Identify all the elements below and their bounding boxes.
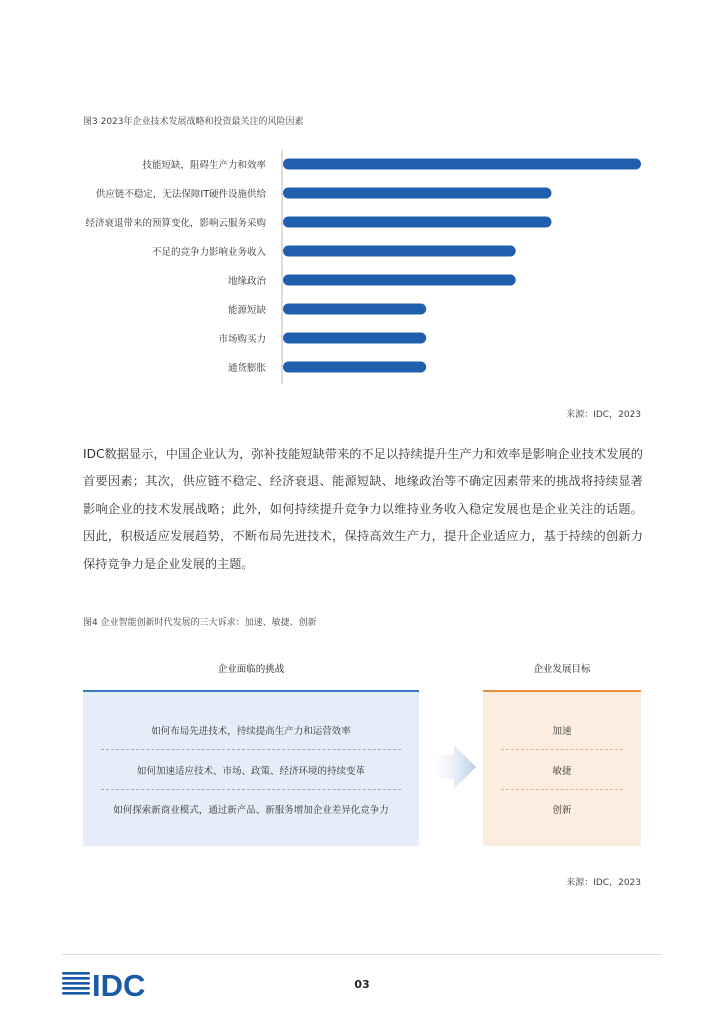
category-label: 市场购买力	[218, 334, 266, 345]
category-label: 经济衰退带来的预算变化，影响云服务采购	[85, 218, 266, 229]
footer-divider	[62, 954, 662, 955]
category-label: 地缘政治	[227, 276, 266, 287]
risk-factors-bar-chart	[60, 150, 660, 385]
challenge-item: 如何探索新商业模式，通过新产品、新服务增加企业差异化竞争力	[113, 805, 389, 816]
goals-heading: 企业发展目标	[533, 664, 591, 675]
category-label: 不足的竞争力影响业务收入	[151, 247, 266, 258]
goal-item: 创新	[552, 805, 572, 816]
bar	[283, 362, 426, 373]
bar	[283, 246, 516, 257]
idc-logo-text: IDC	[92, 968, 146, 1000]
page-number: 03	[354, 978, 370, 991]
divider	[101, 789, 401, 790]
category-label: 能源短缺	[227, 305, 266, 316]
bar	[283, 217, 552, 228]
category-label: 技能短缺，阻碍生产力和效率	[142, 160, 266, 171]
category-label: 通货膨胀	[227, 363, 266, 374]
challenge-item: 如何加速适应技术、市场、政策、经济环境的持续变革	[136, 766, 365, 777]
figure3-caption: 图3 2023年企业技术发展战略和投资最关注的风险因素	[83, 117, 304, 127]
challenge-item: 如何布局先进技术，持续提高生产力和运营效率	[151, 726, 351, 737]
risk-factors-chart	[60, 150, 660, 385]
divider	[101, 749, 401, 750]
bar	[283, 333, 426, 344]
goal-item: 敏捷	[552, 766, 572, 777]
figure4-source: 来源：IDC，2023	[566, 878, 641, 888]
goal-item: 加速	[552, 726, 572, 737]
divider	[501, 749, 623, 750]
bar	[283, 275, 516, 286]
category-label: 供应链不稳定，无法保障IT硬件设施供给	[95, 189, 266, 200]
body-paragraph: IDC数据显示，中国企业认为，弥补技能短缺带来的不足以持续提升生产力和效率是影响企业技术发展的首要因素；其次，供应链不稳定、经济衰退、能源短缺、地缘政治等不确定因素带来的挑战将持续显著影响企业的技术发展战略；此外，如何持续提升竞争力以维持业务收入稳定发展也是企业关注的话题。因此，积极适应发展趋势，不断布局先进技术，保持高效生产力，提升企业适应力，基于持续的创新力保持竞争力是企业发展的主题。	[83, 447, 643, 571]
figure4-caption: 图4 企业智能创新时代发展的三大诉求：加速、敏捷、创新	[83, 618, 317, 628]
challenges-heading: 企业面临的挑战	[217, 664, 285, 675]
goals-box	[483, 690, 641, 846]
idc-logo	[62, 966, 154, 1000]
bar	[283, 304, 426, 315]
bar	[283, 159, 641, 170]
figure3-source: 来源：IDC，2023	[566, 410, 641, 420]
divider	[501, 789, 623, 790]
arrow-right-icon	[428, 742, 478, 792]
bar	[283, 188, 552, 199]
challenges-box	[83, 690, 419, 846]
